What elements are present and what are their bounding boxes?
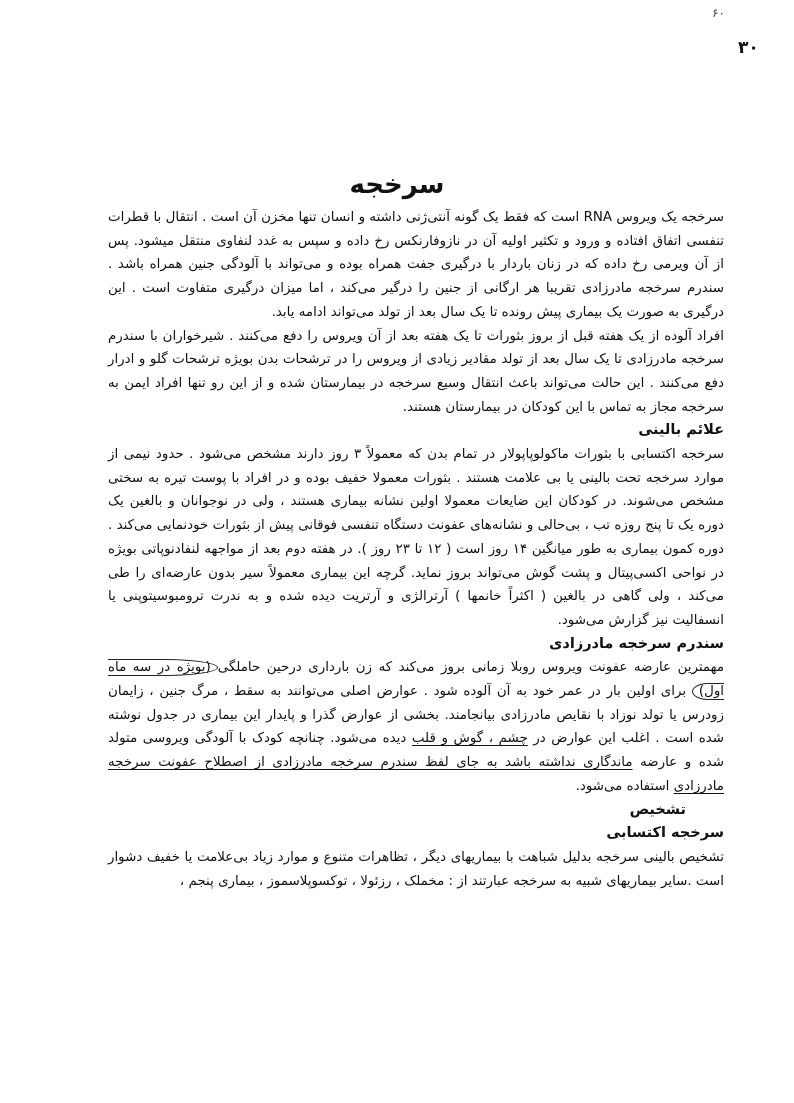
document-body [108,206,724,893]
underlined-terminology-note: ماندگاری نداشته باشد به جای لفظ سندرم سرخجه مادرزادی از اصطلاح عفونت سرخجه مادرزادی [108,755,724,794]
corner-mark: ۶۰ [712,6,725,20]
clinical-paragraph: سرخجه اکتسابی با بثورات ماکولوپاپولار در تمام بدن که معمولاً ۳ روز دارند مشخص می‌شود . حدود نیمی از موارد سرخجه تحت بالینی یا بی علامت هستند . بثورات معمولا خفیف بوده و در افراد با پوست تیره به سختی مشخص می‌شوند. در کودکان این ضایعات معمولا اولین نشانه بیماری هستند ، ولی در نوجوانان و بالغین یک دوره یک تا پنج روزه تب ، بی‌حالی و نشانه‌های عفونت دستگاه تنفسی فوقانی پیش از بثورات خودنمایی می‌کند . دوره کمون بیماری به طور میانگین ۱۴ روز است ( ۱۲ تا ۲۳ روز ). در هفته دوم بعد از مواجهه لنفادنوپاتی بویژه در نواحی اکسی‌پیتال و پشت گوش می‌تواند بروز نماید. گرچه این بیماری معمولاً سیر بدون عارضه‌ای را طی می‌کند ، ولی گاهی در بالغین ( اکثراً خانمها ) آرترالژی و آرتریت دیده شده و به ندرت ترومبوسیتوپنی یا انسفالیت نیز گزارش می‌شود. [108,447,725,628]
page-title: سرخجه [349,170,445,200]
intro-paragraph-1: سرخجه یک ویروس RNA است که فقط یک گونه آنتی‌ژنی داشته و انسان تنها مخزن آن است . انتقال با قطرات تنفسی اتفاق افتاده و ورود و تکثیر اولیه آن در نازوفارنکس رخ داده و سپس به غدد لنفاوی منتقل میشود. پس از آن ویرمی رخ داده که در زنان باردار با درگیری جفت همراه بوده و می‌تواند با آلودگی جنین همراه باشد . سندرم سرخجه مادرزادی تقریبا هر ارگانی از جنین را درگیر می‌کند ، اما میزان درگیری متفاوت است . این درگیری به صورت یک بیماری پیش رونده تا یک سال بعد از تولد می‌تواند ادامه یابد. [108,210,724,320]
congenital-paragraph [108,656,724,798]
congenital-lead-text: مهمترین عارضه عفونت ویروس روبلا زمانی بروز می‌کند که زن بارداری درحین حاملگی [217,660,724,676]
congenital-mid-text-2: دیده می‌شود. چنانچه کودک با آلودگی ویروسی متولد شده و عارضه [108,731,724,771]
subsection-heading-acquired: سرخجه اکتسابی [606,825,724,842]
section-heading-clinical: علائم بالینی [638,422,724,439]
page-number: ۳۰ [738,38,759,58]
congenital-tail-text: استفاده می‌شود. [575,778,674,794]
congenital-mid-text-1: برای اولین بار در عمر خود به آن آلوده شود . عوارض اصلی می‌توانند به سقط ، مرگ جنین ، زایمان زودرس یا تولد نوزاد با نقایص مادرزادی بیانجامند. بخشی از عوارض گذرا و پایدار این بیماری در جدول نوشته شده است . اغلب این عوارض در [108,684,725,747]
diagnosis-paragraph: تشخیص بالینی سرخجه بدلیل شباهت با بیماریهای دیگر ، تظاهرات متنوع و موارد زیاد بی‌علامت یا خفیف دشوار است .سایر بیماریهای شبیه به سرخجه عبارتند از : مخملک ، رزئولا ، توکسوپلاسموز ، بیماری پنجم ، [108,849,724,889]
section-heading-congenital: سندرم سرخجه مادرزادی [549,635,724,652]
circled-annotation: (بویژه در سه ماه اول) [108,660,724,700]
intro-paragraph-2: افراد آلوده از یک هفته قبل از بروز بثورات تا یک هفته بعد از آن ویروس را دفع می‌کنند . شیرخواران با سندرم سرخجه مادرزادی تا یک سال بعد از تولد مقادیر زیادی از ویروس را در ترشحات بدن بویژه ترشحات گلو و ادرار دفع می‌کنند . این حالت می‌تواند باعث انتقال وسیع سرخجه در بیمارستان شده و از این رو تنها افراد ایمن به سرخجه مجاز به تماس با این کودکان در بیمارستان هستند. [108,328,724,415]
section-heading-diagnosis: تشخیص [629,801,686,818]
underlined-organs: چشم ، گوش و قلب [411,731,528,747]
